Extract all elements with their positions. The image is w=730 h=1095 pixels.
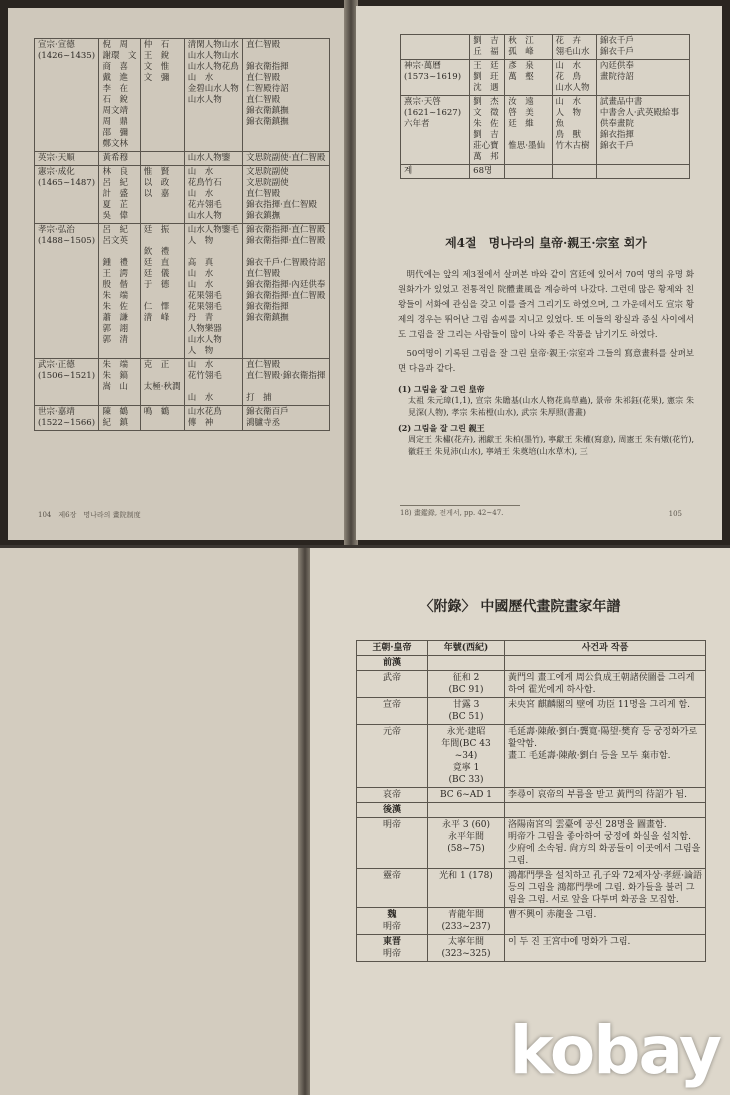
dynasty-emperor-cell	[357, 671, 428, 698]
table-cell: 林 良 呂 紀 計 盛 夏 芷 吳 偉	[99, 166, 140, 224]
event-cell: 未央宮 麒麟閣의 壁에 功臣 11명을 그리게 함.	[505, 698, 706, 725]
table-cell	[552, 165, 596, 179]
event-cell	[505, 656, 706, 671]
year-cell: 永光·建昭 年間(BC 43 ~34) 竟寧 1 (BC 33)	[428, 725, 505, 788]
table-row	[357, 869, 706, 908]
list-heading: (2) 그림을 잘 그린 親王	[398, 423, 485, 433]
table-row	[401, 35, 690, 60]
table-cell: 劉 杰 文 徵 朱 佐 劉 吉 莊心寶 萬 邦	[470, 96, 505, 165]
table-cell: 克 正 太極·秋澗	[140, 359, 184, 406]
list-text: 周定王 朱橚(花卉), 湘獻王 朱柏(墨竹), 寧獻王 朱權(寫意), 周憲王 朱有燉(花竹), 徽莊王 朱見沛(山水), 寧靖王 朱奠培(山水草木), 三	[408, 435, 694, 456]
table-cell: 試畫品中書 中書舍人·武英殿給事 供奉畫院 錦衣指揮 錦衣千戶	[596, 96, 689, 165]
table-row	[35, 359, 330, 406]
table-row	[35, 39, 330, 152]
table-cell: 直仁智殿 直仁智殿·錦衣衛指揮 打 捕	[243, 359, 330, 406]
dynasty-emperor-cell	[357, 698, 428, 725]
event-cell	[505, 803, 706, 818]
dynasty-emperor-cell	[357, 935, 428, 962]
table-cell: 68명	[470, 165, 505, 179]
era-cell: 孝宗·弘治 (1488~1505)	[35, 224, 99, 359]
list-heading: (1) 그림을 잘 그린 皇帝	[398, 384, 485, 394]
list-text: 太祖 朱元璋(1,1), 宣宗 朱瞻基(山水人物花鳥草蟲), 景帝 朱祁鈺(花果), 憲宗 朱見深(人物), 孝宗 朱祐樘(山水), 武宗 朱厚照(書畫)	[408, 396, 694, 417]
left-page-footer: 104 제6장 명나라의 畫院制度	[38, 511, 141, 519]
event-cell: 黃門의 畫工에게 周公負成王朝諸侯圖를 그리게 하여 霍光에게 하사함.	[505, 671, 706, 698]
era-cell: 계	[401, 165, 470, 179]
table-cell: 山水花鳥 傳 神	[184, 406, 242, 431]
dynasty-label: 前漢	[382, 658, 401, 668]
era-cell: 英宗·天順	[35, 152, 99, 166]
dynasty-emperor-cell	[357, 908, 428, 935]
dynasty-emperor-cell	[357, 788, 428, 803]
era-cell: 憲宗·成化 (1465~1487)	[35, 166, 99, 224]
right-page	[356, 6, 722, 540]
page-number: 105	[668, 510, 682, 518]
paragraph-1: 明代에는 앞의 제3절에서 살펴본 바와 같이 宮廷에 있어서 70여 명의 유명 화원화가가 있었고 전통적인 院體畫風을 계승하여 나갔다. 그런데 많은 황제와 친왕들이 서화에 관심을 갖고 이를 즐겨 그리기도 하였으며, 그 가운데서도 宣宗 황제의 경우는 뛰어난 그림 솜씨를 지니고 있었다. 또 이들의 왕실과 종실 사이에서도 그림을 잘 그리는 사람들이 많이 나와 좋은 작품을 남기기도 하였다.	[398, 270, 694, 340]
table-cell: 廷 振 欽 禮 廷 直 廷 儀 于 德 仁 懌 清 峰	[140, 224, 184, 359]
table-row	[357, 788, 706, 803]
era-cell	[401, 35, 470, 60]
table-cell: 山 水 花鳥竹石 山 水 花卉翎毛 山水人物	[184, 166, 242, 224]
dynasty-emperor-cell	[357, 656, 428, 671]
event-cell: 曹不興이 赤龍을 그림.	[505, 908, 706, 935]
table-cell	[596, 165, 689, 179]
year-cell: 永平 3 (60) 永平年間 (58~75)	[428, 818, 505, 869]
paragraph-2: 50여명이 기록된 그림을 잘 그린 皇帝·親王·宗室과 그들의 寫意畫科를 살펴보면 다음과 같다.	[398, 349, 694, 374]
event-cell: 이 두 진 王宮中에 명화가 그림.	[505, 935, 706, 962]
column-header: 年號(西紀)	[428, 641, 505, 656]
table-cell: 仲 石 王 銳 文 惟 文 彌	[140, 39, 184, 152]
emperor-label: 靈帝	[382, 871, 401, 881]
year-cell	[428, 656, 505, 671]
table-row	[357, 725, 706, 788]
event-cell: 毛延壽·陳敞·劉白·龔寬·陽望·樊育 등 궁정화가로 활약함. 畫工 毛延壽·陳敞·劉白 등을 모두 棄市함.	[505, 725, 706, 788]
dynasty-emperor-cell	[357, 869, 428, 908]
year-cell: 光和 1 (178)	[428, 869, 505, 908]
bottom-photo	[0, 548, 730, 1095]
table-row	[401, 96, 690, 165]
era-cell: 熹宗·天啓 (1621~1627) 六年者	[401, 96, 470, 165]
event-cell: 李尋이 哀帝의 부름을 받고 黃門의 待詔가 됨.	[505, 788, 706, 803]
era-cell: 宣宗·宣德 (1426~1435)	[35, 39, 99, 152]
table-cell	[505, 165, 552, 179]
table-row	[357, 818, 706, 869]
dynasty-emperor-cell	[357, 725, 428, 788]
top-photo	[0, 0, 730, 545]
table-cell: 山水人物鑒	[184, 152, 242, 166]
table-cell: 倪 周 謝環 文 商 喜 戴 進 李 在 石 銳 周文靖 周 鼎 邵 彌 鄭文林	[99, 39, 140, 152]
dynasty-label: 後漢	[382, 805, 401, 815]
table-cell: 朱 端 朱 鎬 嵩 山	[99, 359, 140, 406]
table-row	[357, 935, 706, 962]
appendix-title: 〈附錄〉 中國歷代畫院畫家年譜	[419, 599, 621, 615]
year-cell	[428, 803, 505, 818]
table-cell: 錦衣衛指揮·直仁智殿 錦衣衛指揮·直仁智殿 錦衣千戶·仁智殿待詔 直仁智殿 錦衣衛指揮·內廷供奉 錦衣衛指揮·直仁智殿 錦衣衛指揮 錦衣衛鎮撫	[243, 224, 330, 359]
table-row	[35, 152, 330, 166]
table-cell: 文思院副使 文思院副使 直仁智殿 錦衣指揮·直仁智殿 錦衣鎮撫	[243, 166, 330, 224]
emperor-label: 武帝	[382, 673, 401, 683]
emperor-label: 宣帝	[382, 700, 401, 710]
painter-table-right	[400, 34, 690, 179]
emperor-label: 哀帝	[382, 790, 401, 800]
table-cell: 內廷供奉 畫院待詔	[596, 60, 689, 96]
kobay-watermark-logo: kobay	[509, 1012, 720, 1089]
list-item	[398, 383, 694, 458]
emperor-label: 明帝	[382, 922, 401, 932]
table-cell: 山 水 花竹翎毛 山 水	[184, 359, 242, 406]
painter-table-left	[34, 38, 330, 431]
table-cell: 王 廷 劉 玨 沈 遇	[470, 60, 505, 96]
table-row	[357, 656, 706, 671]
dynasty-label: 東晋	[382, 937, 401, 947]
year-cell: 青龍年間 (233~237)	[428, 908, 505, 935]
table-cell: 呂 紀 呂文英 鍾 禮 王 諤 殷 偕 朱 端 朱 佐 蕭 謙 郭 詡 郭 清	[99, 224, 140, 359]
table-row	[401, 60, 690, 96]
table-row	[35, 406, 330, 431]
footnote: 18) 畫鑑錄, 전게서, pp. 42~47.	[400, 505, 520, 518]
emperor-label: 明帝	[382, 820, 401, 830]
section-body	[398, 268, 694, 458]
year-cell: 甘露 3 (BC 51)	[428, 698, 505, 725]
table-cell: 汝 遠 啓 美 廷 維 惟思·墨仙	[505, 96, 552, 165]
table-cell: 鳴 鶴	[140, 406, 184, 431]
table-cell: 劉 吉 丘 福	[470, 35, 505, 60]
left-page	[8, 8, 348, 540]
table-cell: 直仁智殿 錦衣衛指揮 直仁智殿 仁智殿待詔 直仁智殿 錦衣衛鎮撫 錦衣衛鎮撫	[243, 39, 330, 152]
year-cell: 征和 2 (BC 91)	[428, 671, 505, 698]
table-cell: 錦衣千戶 錦衣千戶	[596, 35, 689, 60]
table-row	[35, 166, 330, 224]
year-cell: BC 6~AD 1	[428, 788, 505, 803]
event-cell: 洛陽南宮의 雲臺에 공신 28명을 圖畫함. 明帝가 그림을 좋아하여 궁정에 화실을 설치함. 少府에 소속됨. 尙方의 화공들이 이곳에서 그림을 그림.	[505, 818, 706, 869]
table-row	[401, 165, 690, 179]
table-cell: 花 卉 翎毛山水	[552, 35, 596, 60]
table-cell: 錦衣衛百戶 鴻臚寺丞	[243, 406, 330, 431]
table-cell: 清閑人物山水 山水人物山水 山水人物花鳥 山 水 金碧山水人物 山水人物	[184, 39, 242, 152]
dynasty-emperor-cell	[357, 803, 428, 818]
era-cell: 武宗·正德 (1506~1521)	[35, 359, 99, 406]
dynasty-emperor-cell	[357, 818, 428, 869]
table-cell: 秋 江 孤 峰	[505, 35, 552, 60]
year-cell: 太寧年間 (323~325)	[428, 935, 505, 962]
table-cell: 彥 泉 萬 壑	[505, 60, 552, 96]
table-cell: 山水人物鑒毛 人 物 高 真 山 水 山 水 花果翎毛 花果翎毛 丹 青 人物樂器 山水人物 人 物	[184, 224, 242, 359]
era-cell: 神宗·萬曆 (1573~1619)	[401, 60, 470, 96]
blank-left-page	[0, 548, 302, 1095]
emperor-label: 元帝	[382, 727, 401, 737]
table-row	[35, 224, 330, 359]
table-cell: 黃希穆	[99, 152, 140, 166]
table-row	[357, 671, 706, 698]
table-row	[357, 803, 706, 818]
column-header: 王朝·皇帝	[357, 641, 428, 656]
column-header: 사건과 작품	[505, 641, 706, 656]
table-cell: 陳 鶴 紀 鎮	[99, 406, 140, 431]
emperor-label: 明帝	[382, 949, 401, 959]
table-row	[357, 908, 706, 935]
chronology-table	[356, 640, 706, 962]
event-cell: 鴻都門學을 설치하고 孔子와 72제자상·孝經·論語 등의 그림을 鴻都門學에 그림. 화가들을 불러 그림을 그림. 서로 앞을 다투며 화공을 모집함.	[505, 869, 706, 908]
section-title: 제4절 명나라의 皇帝·親王·宗室 회가	[445, 236, 647, 250]
table-row	[357, 698, 706, 725]
table-cell	[140, 152, 184, 166]
table-cell: 山 水 花 鳥 山水人物	[552, 60, 596, 96]
dynasty-label: 魏	[387, 910, 397, 920]
table-cell: 文思院副使·直仁智殿	[243, 152, 330, 166]
table-cell: 惟 賢 以 政 以 嘉	[140, 166, 184, 224]
era-cell: 世宗·嘉靖 (1522~1566)	[35, 406, 99, 431]
table-cell: 山 水 人 物 魚 鳥 獸 竹木古樹	[552, 96, 596, 165]
